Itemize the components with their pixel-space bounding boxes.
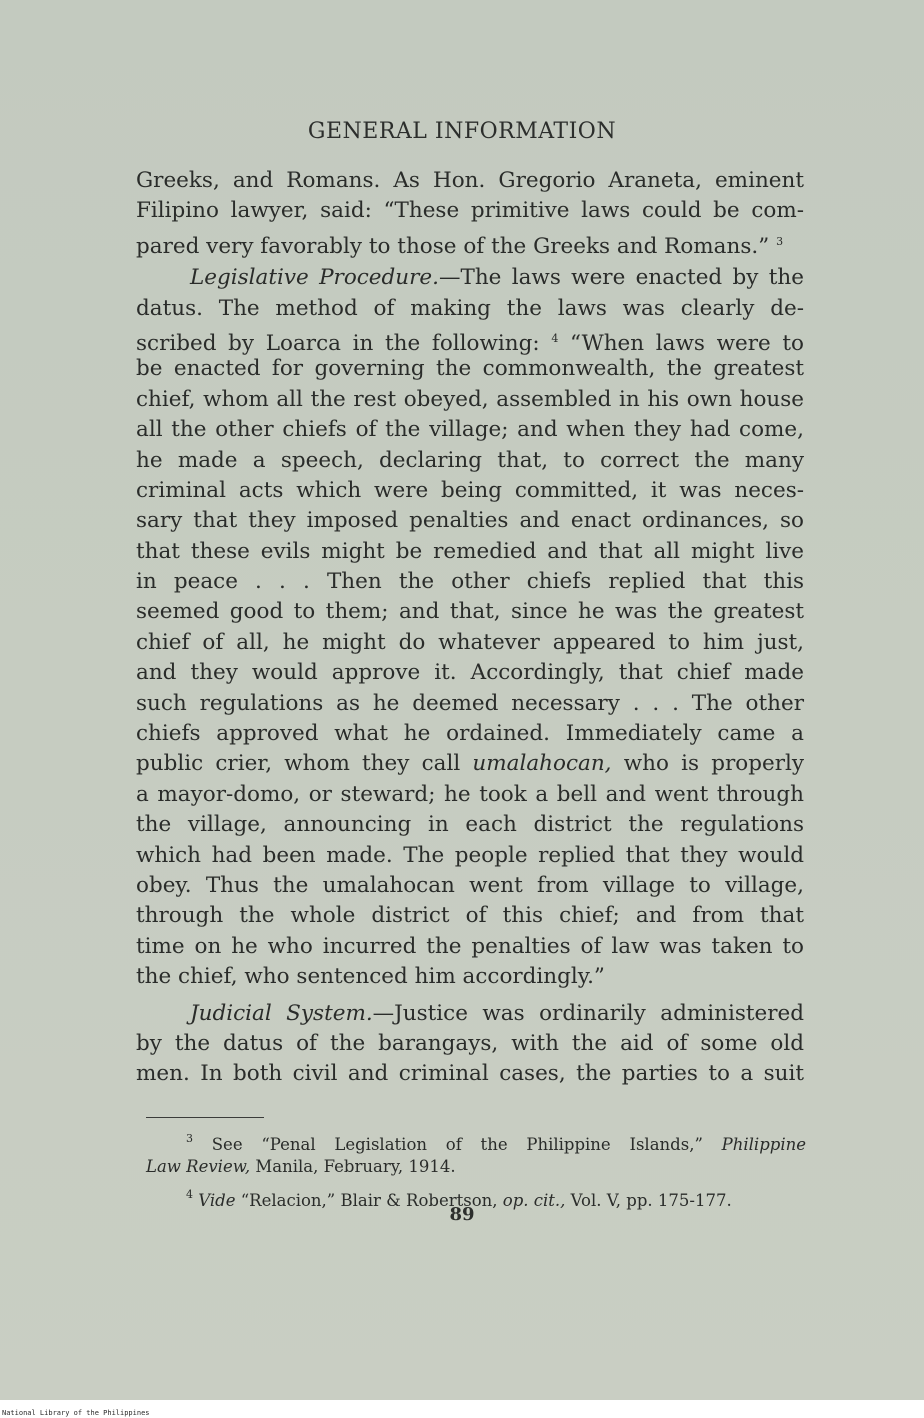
text-span: who is properly (611, 751, 804, 777)
footnote-number: 4 (186, 1188, 193, 1201)
text-line: he made a speech, declaring that, to correct the many (136, 447, 804, 473)
footnote-3-line-1 (146, 1128, 806, 1156)
text-line: sary that they imposed penalties and enact ordinances, so (136, 508, 804, 534)
text-span: —The laws were enacted by the (438, 265, 804, 291)
text-span: public crier, whom they call (136, 751, 473, 777)
footnote-divider (146, 1117, 264, 1118)
footnote-journal: Law Review, (146, 1157, 251, 1176)
text-line: seemed good to them; and that, since he was the greatest (136, 599, 804, 625)
text-line: by the datus of the barangays, with the aid of some old (136, 1030, 804, 1056)
text-line (136, 999, 804, 1029)
footnote-opcit: op. cit., (502, 1191, 566, 1210)
text-line: Filipino lawyer, said: “These primitive laws could be com- (136, 198, 804, 224)
text-line: time on he who incurred the penalties of law was taken to (136, 933, 804, 959)
text-line: datus. The method of making the laws was clearly de- (136, 295, 804, 321)
text-line: a mayor-domo, or steward; he took a bell and went through (136, 781, 804, 807)
text-span: scribed by Loarca in the following: (136, 330, 540, 356)
text-line: the village, announcing in each district the regulations (136, 812, 804, 838)
footnote-text: “Relacion,” Blair & Robertson, (235, 1191, 503, 1210)
text-line: chiefs approved what he ordained. Immediately came a (136, 721, 804, 747)
text-line: and they would approve it. Accordingly, that chief made (136, 660, 804, 686)
text-line (136, 263, 804, 293)
text-line (136, 324, 804, 354)
footnote-journal: Philippine (721, 1135, 806, 1154)
italic-term: umalahocan, (472, 751, 612, 777)
text-span: “When laws were to (558, 330, 804, 356)
running-head: GENERAL INFORMATION (307, 119, 617, 144)
footnote-text: Vol. V, pp. 175-177. (565, 1191, 732, 1210)
text-line: criminal acts which were being committed, it was neces- (136, 477, 804, 503)
footnote-ref: 4 (551, 331, 559, 345)
footnote-text: See “Penal Legislation of the Philippine Islands,” (193, 1135, 722, 1154)
text-line: chief, whom all the rest obeyed, assembled in his own house (136, 386, 804, 412)
body-text (136, 166, 804, 1090)
footnote-number: 3 (186, 1132, 193, 1145)
text-line: in peace . . . Then the other chiefs replied that this (136, 569, 804, 595)
text-line: obey. Thus the umalahocan went from village to village, (136, 872, 804, 898)
footnote-vide: Vide (198, 1191, 236, 1210)
text-line: chief of all, he might do whatever appeared to him just, (136, 629, 804, 655)
text-line: which had been made. The people replied that they would (136, 842, 804, 868)
text-span: —Justice was ordinarily administered (372, 1000, 805, 1026)
text-line: the chief, who sentenced him accordingly.” (136, 964, 605, 990)
footnote-3-line-2 (146, 1156, 806, 1178)
footnote-text: Manila, February, 1914. (250, 1157, 456, 1176)
text-line: such regulations as he deemed necessary . . . The other (136, 690, 804, 716)
section-heading: Judicial System. (190, 1000, 373, 1026)
text-line: men. In both civil and criminal cases, the parties to a suit (136, 1061, 804, 1087)
text-line (136, 227, 804, 257)
text-line: all the other chiefs of the village; and when they had come, (136, 417, 804, 443)
page-number: 89 (449, 1204, 475, 1225)
library-credit: National Library of the Philippines (2, 1409, 150, 1417)
text-line: through the whole district of this chief; and from that (136, 903, 804, 929)
text-line: that these evils might be remedied and that all might live (136, 538, 804, 564)
footnotes (146, 1128, 806, 1212)
text-span: pared very favorably to those of the Greeks and Romans.” (136, 233, 770, 259)
text-line: Greeks, and Romans. As Hon. Gregorio Araneta, eminent (136, 168, 804, 193)
footnote-ref: 3 (776, 234, 784, 248)
text-line: be enacted for governing the commonwealth, the greatest (136, 356, 804, 382)
section-heading: Legislative Procedure. (190, 265, 439, 291)
text-line (136, 749, 804, 779)
